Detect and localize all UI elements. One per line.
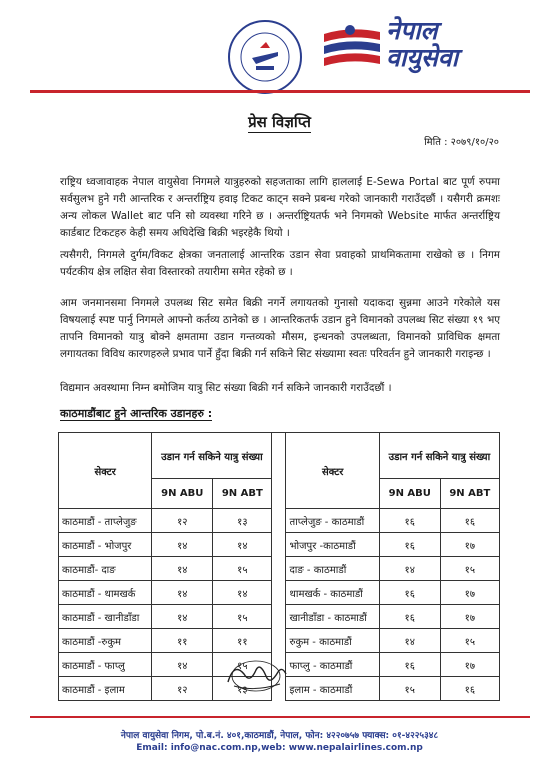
abu-out-cell: १४	[152, 605, 213, 629]
abt-out-cell: १५	[213, 653, 272, 677]
brand-name-line1: नेपाल	[386, 16, 438, 45]
abt-in-cell: १५	[440, 629, 499, 653]
header-sector-out: सेक्टर	[59, 433, 152, 509]
abu-in-cell: १४	[379, 557, 440, 581]
column-gap	[272, 629, 286, 653]
sector-out-cell: काठमाडौं - फाप्लु	[59, 653, 152, 677]
abt-in-cell: १७	[440, 581, 499, 605]
abu-out-cell: १४	[152, 653, 213, 677]
abt-out-cell: १३	[213, 509, 272, 533]
abu-out-cell: १२	[152, 677, 213, 701]
abu-in-cell: १६	[379, 533, 440, 557]
column-gap	[272, 581, 286, 605]
sector-out-cell: काठमाडौं - भोजपुर	[59, 533, 152, 557]
sector-in-cell: दाङ - काठमाडौं	[286, 557, 379, 581]
abt-in-cell: १६	[440, 509, 499, 533]
footer-contact: Email: info@nac.com.np,web: www.nepalairlines.com.np	[136, 743, 423, 753]
sector-in-cell: थामखर्क - काठमाडौं	[286, 581, 379, 605]
abu-out-cell: १४	[152, 557, 213, 581]
sector-in-cell: फाप्लु - काठमाडौं	[286, 653, 379, 677]
paragraph-esewa: राष्ट्रिय ध्वजावाहक नेपाल वायुसेवा निगमले यात्रुहरुको सहजताका लागि हाललाई E-Sewa Portal बाट पूर्ण रुपमा सर्वसुलभ हुने गरी आन्तरिक र अन्तर्राष्ट्रिय हवाइ टिकट काट्न सक्ने प्रबन्ध गरेको जानकारी गराउँदछौं । यसैगरी क्रमशः अन्य लोकल Wallet बाट पनि सो व्यवस्था गरिने छ । अन्तर्राष्ट्रियतर्फ भने निगमको Website मार्फत अन्तर्राष्ट्रिय कार्डबाट टिकटहरु केही समय अघिदेखि बिक्री भइरहेकै थियो ।	[60, 176, 500, 239]
sector-out-cell: काठमाडौं - इलाम	[59, 677, 152, 701]
abt-out-cell: १४	[213, 581, 272, 605]
signature-icon	[220, 656, 290, 696]
abt-out-cell: १३	[213, 677, 272, 701]
abt-out-cell: १४	[213, 533, 272, 557]
abu-out-cell: १४	[152, 533, 213, 557]
header-capacity-out: उडान गर्न सकिने यात्रु संख्या	[152, 433, 272, 479]
abu-in-cell: १६	[379, 653, 440, 677]
nac-seal-icon	[226, 18, 304, 96]
abu-out-cell: १४	[152, 581, 213, 605]
abt-in-cell: १७	[440, 533, 499, 557]
sector-in-cell: इलाम - काठमाडौं	[286, 677, 379, 701]
table-heading: काठमाडौंबाट हुने आन्तरिक उडानहरु :	[60, 407, 213, 420]
table-row	[59, 581, 500, 605]
abt-out-cell: ११	[213, 629, 272, 653]
sector-out-cell: काठमाडौं- दाङ	[59, 557, 152, 581]
abt-in-cell: १७	[440, 605, 499, 629]
sector-out-cell: काठमाडौं -रुकुम	[59, 629, 152, 653]
abu-in-cell: १४	[379, 629, 440, 653]
paragraph-seat-capacity: आम जनमानसमा निगमले उपलब्ध सिट समेत बिक्री नगर्ने लगायतको गुनासो यदाकदा सुन्नमा आउने गरेकोले यस विषयलाई स्पष्ट पार्नु निगमले आफ्नो कर्तव्य ठानेको छ । आन्तरिकतर्फ उडान हुने विमानको उपलब्ध सिट संख्या १९ भए तापनि विमानको यात्रु बोक्ने क्षमतामा उडान गन्तव्यको मौसम, इन्धनको उपलब्धता, विमानको प्राविधिक क्षमता लगायतका विविध कारणहरुले प्रभाव पार्ने हुँदा बिक्री गर्न सकिने सिट संख्यामा स्वतः परिवर्तन हुने जानकारी गराइन्छ ।	[60, 297, 500, 360]
document-title: प्रेस विज्ञप्ति	[248, 113, 311, 131]
paragraph-remote-areas: त्यसैगरी, निगमले दुर्गम/विकट क्षेत्रका जनतालाई आन्तरिक उडान सेवा प्रवाहको प्राथमिकतामा राखेको छ । निगम पर्यटकीय क्षेत्र लक्षित सेवा विस्तारको तयारीमा समेत रहेको छ ।	[60, 249, 500, 278]
header-abu-out: 9N ABU	[152, 479, 213, 509]
column-gap	[272, 433, 286, 509]
header-divider	[30, 90, 530, 93]
abu-out-cell: ११	[152, 629, 213, 653]
abt-out-cell: १५	[213, 605, 272, 629]
column-gap	[272, 557, 286, 581]
sector-in-cell: रुकुम - काठमाडौं	[286, 629, 379, 653]
brand-name-line2: वायुसेवा	[386, 43, 459, 72]
sector-out-cell: काठमाडौं - खानीडाँडा	[59, 605, 152, 629]
abt-in-cell: १६	[440, 677, 499, 701]
footer-address: नेपाल वायुसेवा निगम, पो.ब.नं. ४०१,काठमाडौं, नेपाल, फोन: ४२२०७५७ फ्याक्स: ०१-४२२५३४८	[120, 731, 439, 741]
abt-in-cell: १७	[440, 653, 499, 677]
column-gap	[272, 509, 286, 533]
brand-wordmark	[386, 18, 458, 70]
sector-out-cell: काठमाडौं - थामखर्क	[59, 581, 152, 605]
abt-in-cell: १५	[440, 557, 499, 581]
header-abu-in: 9N ABU	[379, 479, 440, 509]
nac-flag-logo-icon	[320, 24, 384, 72]
header-abt-out: 9N ABT	[213, 479, 272, 509]
paragraph-current-status: विद्यमान अवस्थामा निम्न बमोजिम यात्रु सिट संख्या बिक्री गर्न सकिने जानकारी गराउँदछौं ।	[60, 382, 392, 394]
footer-divider	[30, 716, 530, 718]
abu-in-cell: १६	[379, 581, 440, 605]
header-capacity-in: उडान गर्न सकिने यात्रु संख्या	[379, 433, 499, 479]
column-gap	[272, 605, 286, 629]
header-sector-in: सेक्टर	[286, 433, 379, 509]
sector-in-cell: खानीडाँडा - काठमाडौं	[286, 605, 379, 629]
abu-in-cell: १५	[379, 677, 440, 701]
table-row	[59, 509, 500, 533]
abu-out-cell: १२	[152, 509, 213, 533]
header-abt-in: 9N ABT	[440, 479, 499, 509]
sector-in-cell: भोजपुर -काठमाडौं	[286, 533, 379, 557]
table-row	[59, 557, 500, 581]
sector-out-cell: काठमाडौं - ताप्लेजुङ	[59, 509, 152, 533]
table-row	[59, 629, 500, 653]
abu-in-cell: १६	[379, 509, 440, 533]
abu-in-cell: १६	[379, 605, 440, 629]
abt-out-cell: १५	[213, 557, 272, 581]
table-row	[59, 533, 500, 557]
document-date: मिति : २०७९/१०/२०	[424, 137, 499, 148]
table-row	[59, 605, 500, 629]
letterhead	[0, 0, 559, 96]
column-gap	[272, 533, 286, 557]
sector-in-cell: ताप्लेजुङ - काठमाडौं	[286, 509, 379, 533]
